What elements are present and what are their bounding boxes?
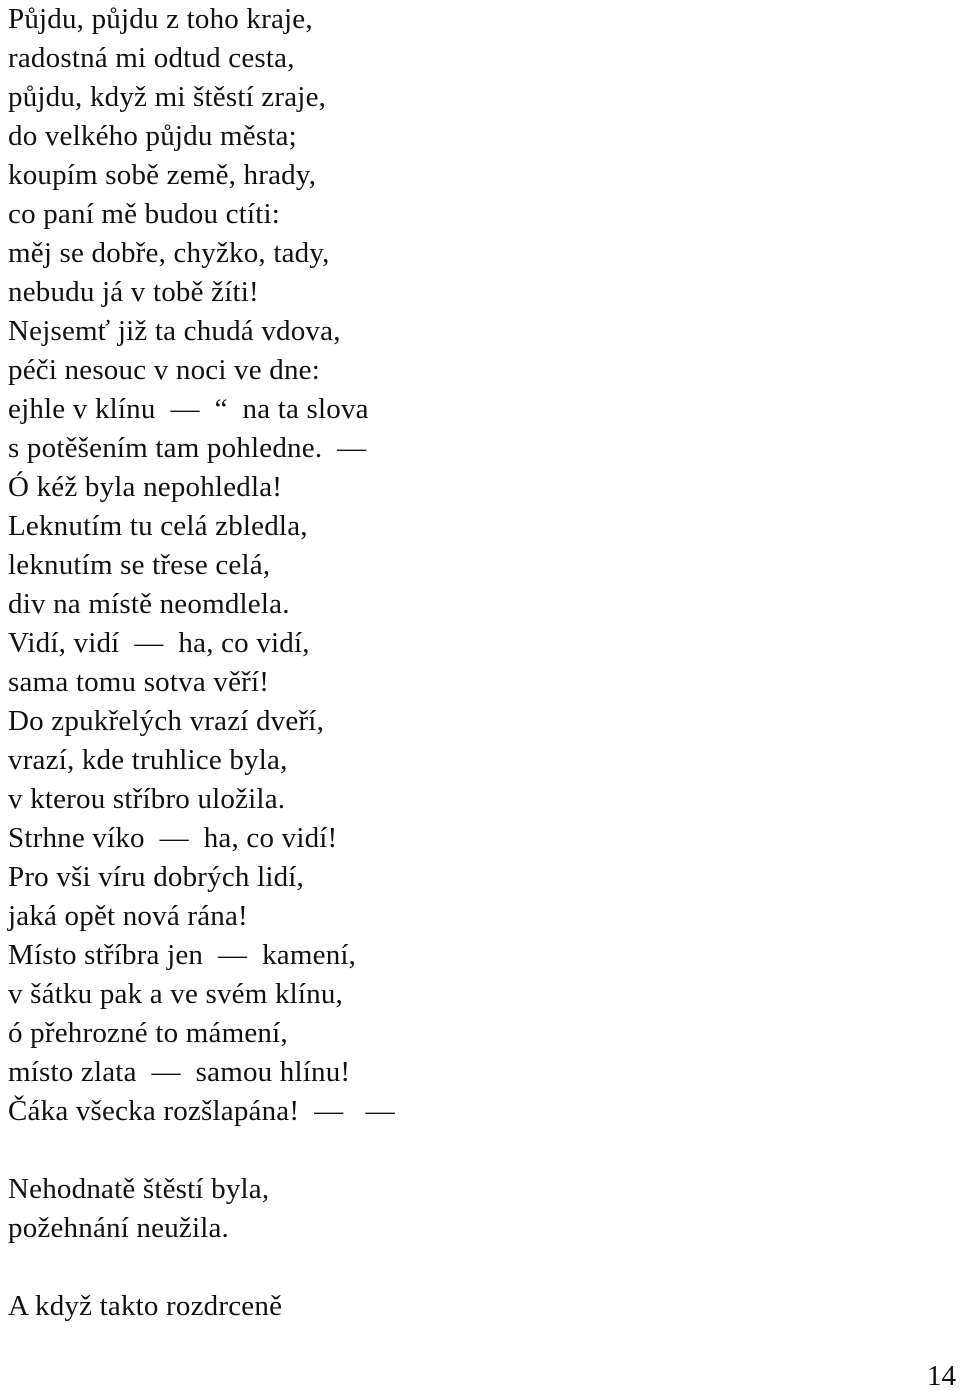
poem-line: co paní mě budou ctíti:: [8, 198, 280, 230]
poem-line: místo zlata — samou hlínu!: [8, 1056, 351, 1088]
poem-line: péči nesouc v noci ve dne:: [8, 354, 321, 386]
poem-line: požehnání neužila.: [8, 1212, 230, 1244]
poem-line: půjdu, když mi štěstí zraje,: [8, 81, 327, 113]
poem-line: v šátku pak a ve svém klínu,: [8, 978, 344, 1010]
poem-line: s potěšením tam pohledne. —: [8, 432, 367, 464]
poem-line: Nehodnatě štěstí byla,: [8, 1173, 270, 1205]
poem-line: Půjdu, půjdu z toho kraje,: [8, 3, 313, 35]
poem-line: Ó kéž byla nepohledla!: [8, 471, 283, 503]
poem-line: do velkého půjdu města;: [8, 120, 297, 152]
stanza-break: [8, 1131, 908, 1170]
poem-line: Do zpukřelých vrazí dveří,: [8, 705, 325, 737]
poem-line: Leknutím tu celá zbledla,: [8, 510, 308, 542]
poem-line: Pro vši víru dobrých lidí,: [8, 861, 304, 893]
poem-line: nebudu já v tobě žíti!: [8, 276, 259, 308]
poem-line: měj se dobře, chyžko, tady,: [8, 237, 330, 269]
poem-line: ó přehrozné to mámení,: [8, 1017, 288, 1049]
poem-text: [8, 0, 908, 1326]
poem-line: div na místě neomdlela.: [8, 588, 290, 620]
poem-line: Strhne víko — ha, co vidí!: [8, 822, 338, 854]
stanza-break: [8, 1248, 908, 1287]
page-number: 14: [927, 1360, 956, 1392]
poem-line: vrazí, kde truhlice byla,: [8, 744, 288, 776]
poem-line: sama tomu sotva věří!: [8, 666, 270, 698]
poem-line: koupím sobě země, hrady,: [8, 159, 317, 191]
poem-line: ejhle v klínu — “ na ta slova: [8, 393, 369, 425]
poem-line: Čáka všecka rozšlapána! — —: [8, 1095, 395, 1127]
poem-line: leknutím se třese celá,: [8, 549, 271, 581]
poem-line: Místo stříbra jen — kamení,: [8, 939, 357, 971]
poem-line: Vidí, vidí — ha, co vidí,: [8, 627, 310, 659]
poem-line: radostná mi odtud cesta,: [8, 42, 295, 74]
poem-line: A když takto rozdrceně: [8, 1290, 283, 1322]
poem-line: jaká opět nová rána!: [8, 900, 248, 932]
poem-line: v kterou stříbro uložila.: [8, 783, 286, 815]
poem-line: Nejsemť již ta chudá vdova,: [8, 315, 341, 347]
